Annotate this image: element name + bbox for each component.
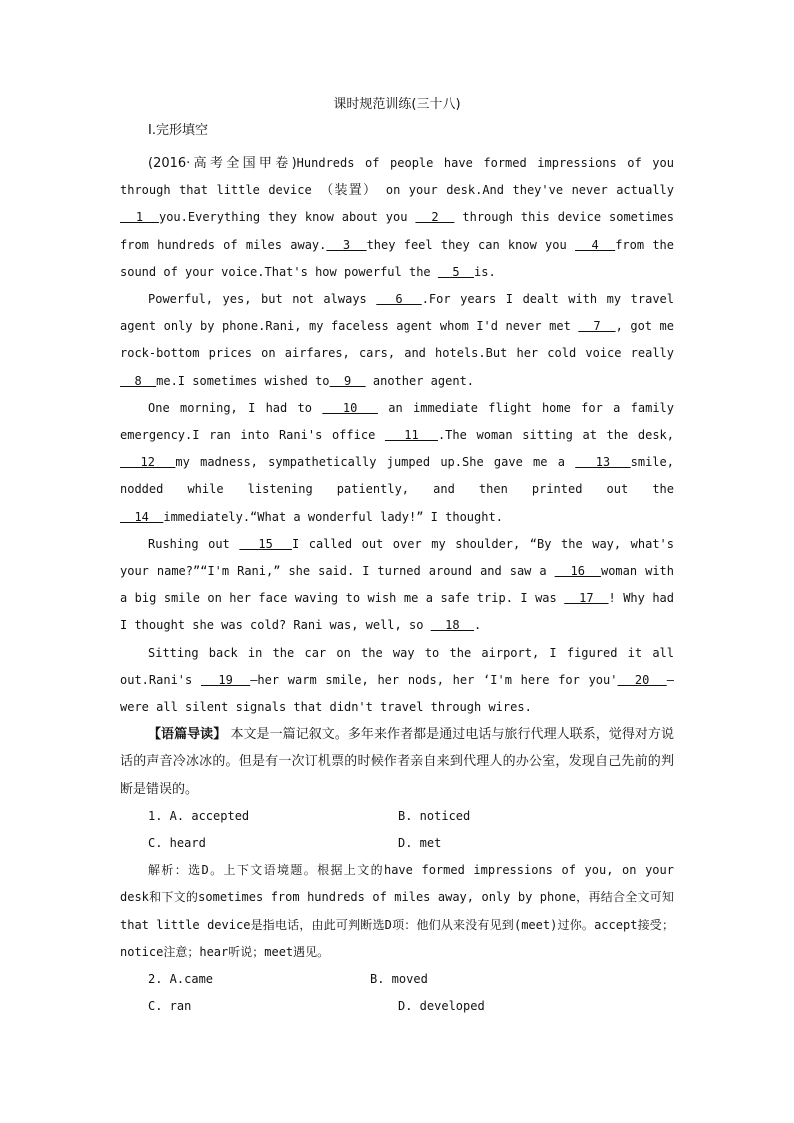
blank-10[interactable]: 10 — [322, 400, 378, 415]
blank-15[interactable]: 15 — [239, 536, 292, 551]
question-2-options-row-2 — [120, 993, 674, 1020]
q1-option-c[interactable]: C. heard — [148, 836, 206, 851]
blank-2[interactable]: 2 — [415, 210, 455, 225]
q1-analysis: 解析：选D。上下文语境题。根据上文的have formed impressions of you, on your desk和下文的sometimes from hundreds of miles away, only by phone，再结合全文可知that little device是指电话，由此可判断选D项：他们从来没有见到(meet)过你。accept接受；notice注意；hear听说；meet遇见。 — [120, 863, 674, 959]
question-1-options-row-2 — [120, 830, 674, 857]
q2-option-d[interactable]: D. developed — [398, 999, 485, 1014]
passage-paragraph-3: One morning, I had to 10 an immediate flight home for a family emergency.I ran into Rani's office 11 .The woman sitting at the desk, 12 my madness, sympathetically jumped up.She gave me a 13 smile, nodded while listening patiently, and then printed out the 14 immediately.“What a wonderful lady!” I thought. — [120, 400, 674, 524]
blank-14[interactable]: 14 — [120, 509, 164, 524]
passage-paragraph-4: Rushing out 15 I called out over my shoulder, “By the way, what's your name?”“I'm Rani,” she said. I turned around and saw a 16 woman with a big smile on her face waving to wish me a safe trip. I was 17 ! Why had I thought she was cold? Rani was, well, so 18 . — [120, 536, 675, 633]
question-1-options-row-1 — [120, 803, 674, 830]
blank-18[interactable]: 18 — [430, 618, 475, 633]
blank-4[interactable]: 4 — [574, 237, 616, 252]
blank-17[interactable]: 17 — [564, 591, 609, 606]
q2-option-a[interactable]: 2. A.came — [148, 972, 214, 987]
q1-option-d[interactable]: D. met — [398, 836, 442, 851]
blank-1[interactable]: 1 — [120, 210, 159, 225]
blank-16[interactable]: 16 — [554, 564, 601, 579]
blank-19[interactable]: 19 — [200, 672, 251, 687]
blank-9[interactable]: 9 — [329, 373, 366, 388]
passage-paragraph-5: Sitting back in the car on the way to the airport, I figured it all out.Rani's 19 —her warm smile, her nods, her ‘I'm here for you' 20 —were all silent signals that didn't travel through wires. — [120, 645, 674, 715]
section-heading: Ⅰ.完形填空 — [148, 123, 208, 138]
blank-3[interactable]: 3 — [326, 237, 367, 252]
discourse-guide — [120, 721, 674, 803]
passage-paragraph-1: (2016·高考全国甲卷)Hundreds of people have formed impressions of you through that little device （装置） on your desk.And they've never actually 1 you.Everything they know about you 2 through this device sometimes from hundreds of miles away. 3 they feel they can know you 4 from the sound of your voice.That's how powerful the 5 is. — [120, 156, 675, 279]
guide-label: 【语篇导读】 — [148, 727, 227, 743]
question-2-options-row-1 — [120, 966, 674, 993]
q1-option-a[interactable]: 1. A. accepted — [148, 808, 250, 823]
q2-option-c[interactable]: C. ran — [148, 999, 192, 1014]
blank-5[interactable]: 5 — [437, 264, 475, 279]
blank-11[interactable]: 11 — [384, 428, 438, 443]
blank-7[interactable]: 7 — [578, 319, 616, 334]
blank-20[interactable]: 20 — [617, 672, 667, 687]
blank-8[interactable]: 8 — [120, 373, 157, 388]
passage-paragraph-2: Powerful, yes, but not always 6 .For years I dealt with my travel agent only by phone.Rani, my faceless agent whom I'd never met 7 , got me rock-bottom prices on airfares, cars, and hotels.But her cold voice really 8 me.I sometimes wished to 9 another agent. — [120, 292, 674, 388]
q2-option-b[interactable]: B. moved — [370, 972, 428, 987]
guide-text: 本文是一篇记叙文。多年来作者都是通过电话与旅行代理人联系，觉得对方说话的声音冷冰冰的。但是有一次订机票的时候作者亲自来到代理人的办公室，发现自己先前的判断是错误的。 — [120, 727, 674, 797]
blank-6[interactable]: 6 — [376, 292, 422, 307]
exercise-content — [120, 150, 674, 1020]
blank-12[interactable]: 12 — [120, 455, 176, 470]
page-title: 课时规范训练(三十八) — [333, 97, 461, 112]
blank-13[interactable]: 13 — [575, 455, 631, 470]
q1-option-b[interactable]: B. noticed — [398, 808, 471, 823]
